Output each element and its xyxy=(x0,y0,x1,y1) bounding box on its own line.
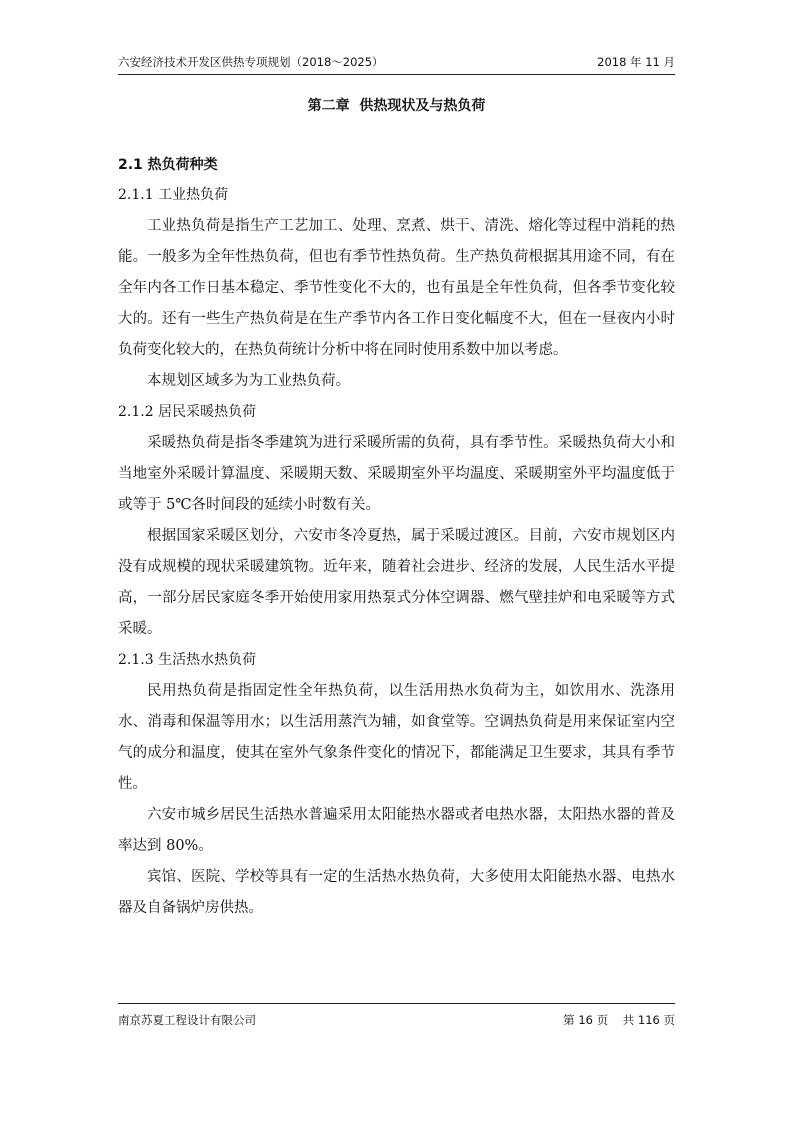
document-date: 2018 年 11 月 xyxy=(597,55,675,69)
subsection-heading: 2.1.2 居民采暖热负荷 xyxy=(118,404,257,420)
section-heading: 2.1 热负荷种类 xyxy=(118,157,218,173)
page-footer xyxy=(118,1012,675,1032)
header-divider xyxy=(118,74,675,75)
chapter-title: 第二章 供热现状及与热负荷 xyxy=(307,98,486,114)
page-number: 第 16 页 共 116 页 xyxy=(563,1013,675,1027)
paragraph: 民用热负荷是指固定性全年热负荷，以生活用热水负荷为主，如饮用水、洗涤用水、消毒和保温等用水；以生活用蒸汽为辅，如食堂等。空调热负荷是用来保证室内空气的成分和温度，使其在室外气象条件变化的情况下，都能满足卫生要求，其具有季节性。 xyxy=(118,683,675,792)
paragraph: 工业热负荷是指生产工艺加工、处理、烹煮、烘干、清洗、熔化等过程中消耗的热能。一般多为全年性热负荷，但也有季节性热负荷。生产热负荷根据其用途不同，有在全年内各工作日基本稳定、季节性变化不大的，也有虽是全年性负荷，但各季节变化较大的。还有一些生产热负荷是在生产季节内各工作日变化幅度不大，但在一昼夜内小时负荷变化较大的，在热负荷统计分析中将在同时使用系数中加以考虑。 xyxy=(118,218,675,358)
paragraph: 本规划区域多为为工业热负荷。 xyxy=(147,373,350,389)
document-title: 六安经济技术开发区供热专项规划（2018～2025） xyxy=(118,55,384,69)
paragraph: 采暖热负荷是指冬季建筑为进行采暖所需的负荷，具有季节性。采暖热负荷大小和当地室外采暖计算温度、采暖期天数、采暖期室外平均温度、采暖期室外平均温度低于或等于 5℃各时间段的延续小时数有关。 xyxy=(118,435,675,513)
subsection-heading: 2.1.1 工业热负荷 xyxy=(118,187,229,203)
page-header xyxy=(118,54,675,74)
paragraph: 宾馆、医院、学校等具有一定的生活热水热负荷，大多使用太阳能热水器、电热水器及自备锅炉房供热。 xyxy=(118,869,675,916)
paragraph: 六安市城乡居民生活热水普遍采用太阳能热水器或者电热水器，太阳热水器的普及率达到 80%。 xyxy=(118,807,675,854)
paragraph: 根据国家采暖区划分，六安市冬冷夏热，属于采暖过渡区。目前，六安市规划区内没有成规模的现状采暖建筑物。近年来，随着社会进步、经济的发展，人民生活水平提高，一部分居民家庭冬季开始使用家用热泵式分体空调器、燃气壁挂炉和电采暖等方式采暖。 xyxy=(118,528,675,637)
subsection-heading: 2.1.3 生活热水热负荷 xyxy=(118,652,257,668)
page-body xyxy=(118,150,675,924)
footer-divider xyxy=(118,1003,675,1004)
company-name: 南京苏夏工程设计有限公司 xyxy=(118,1013,256,1027)
